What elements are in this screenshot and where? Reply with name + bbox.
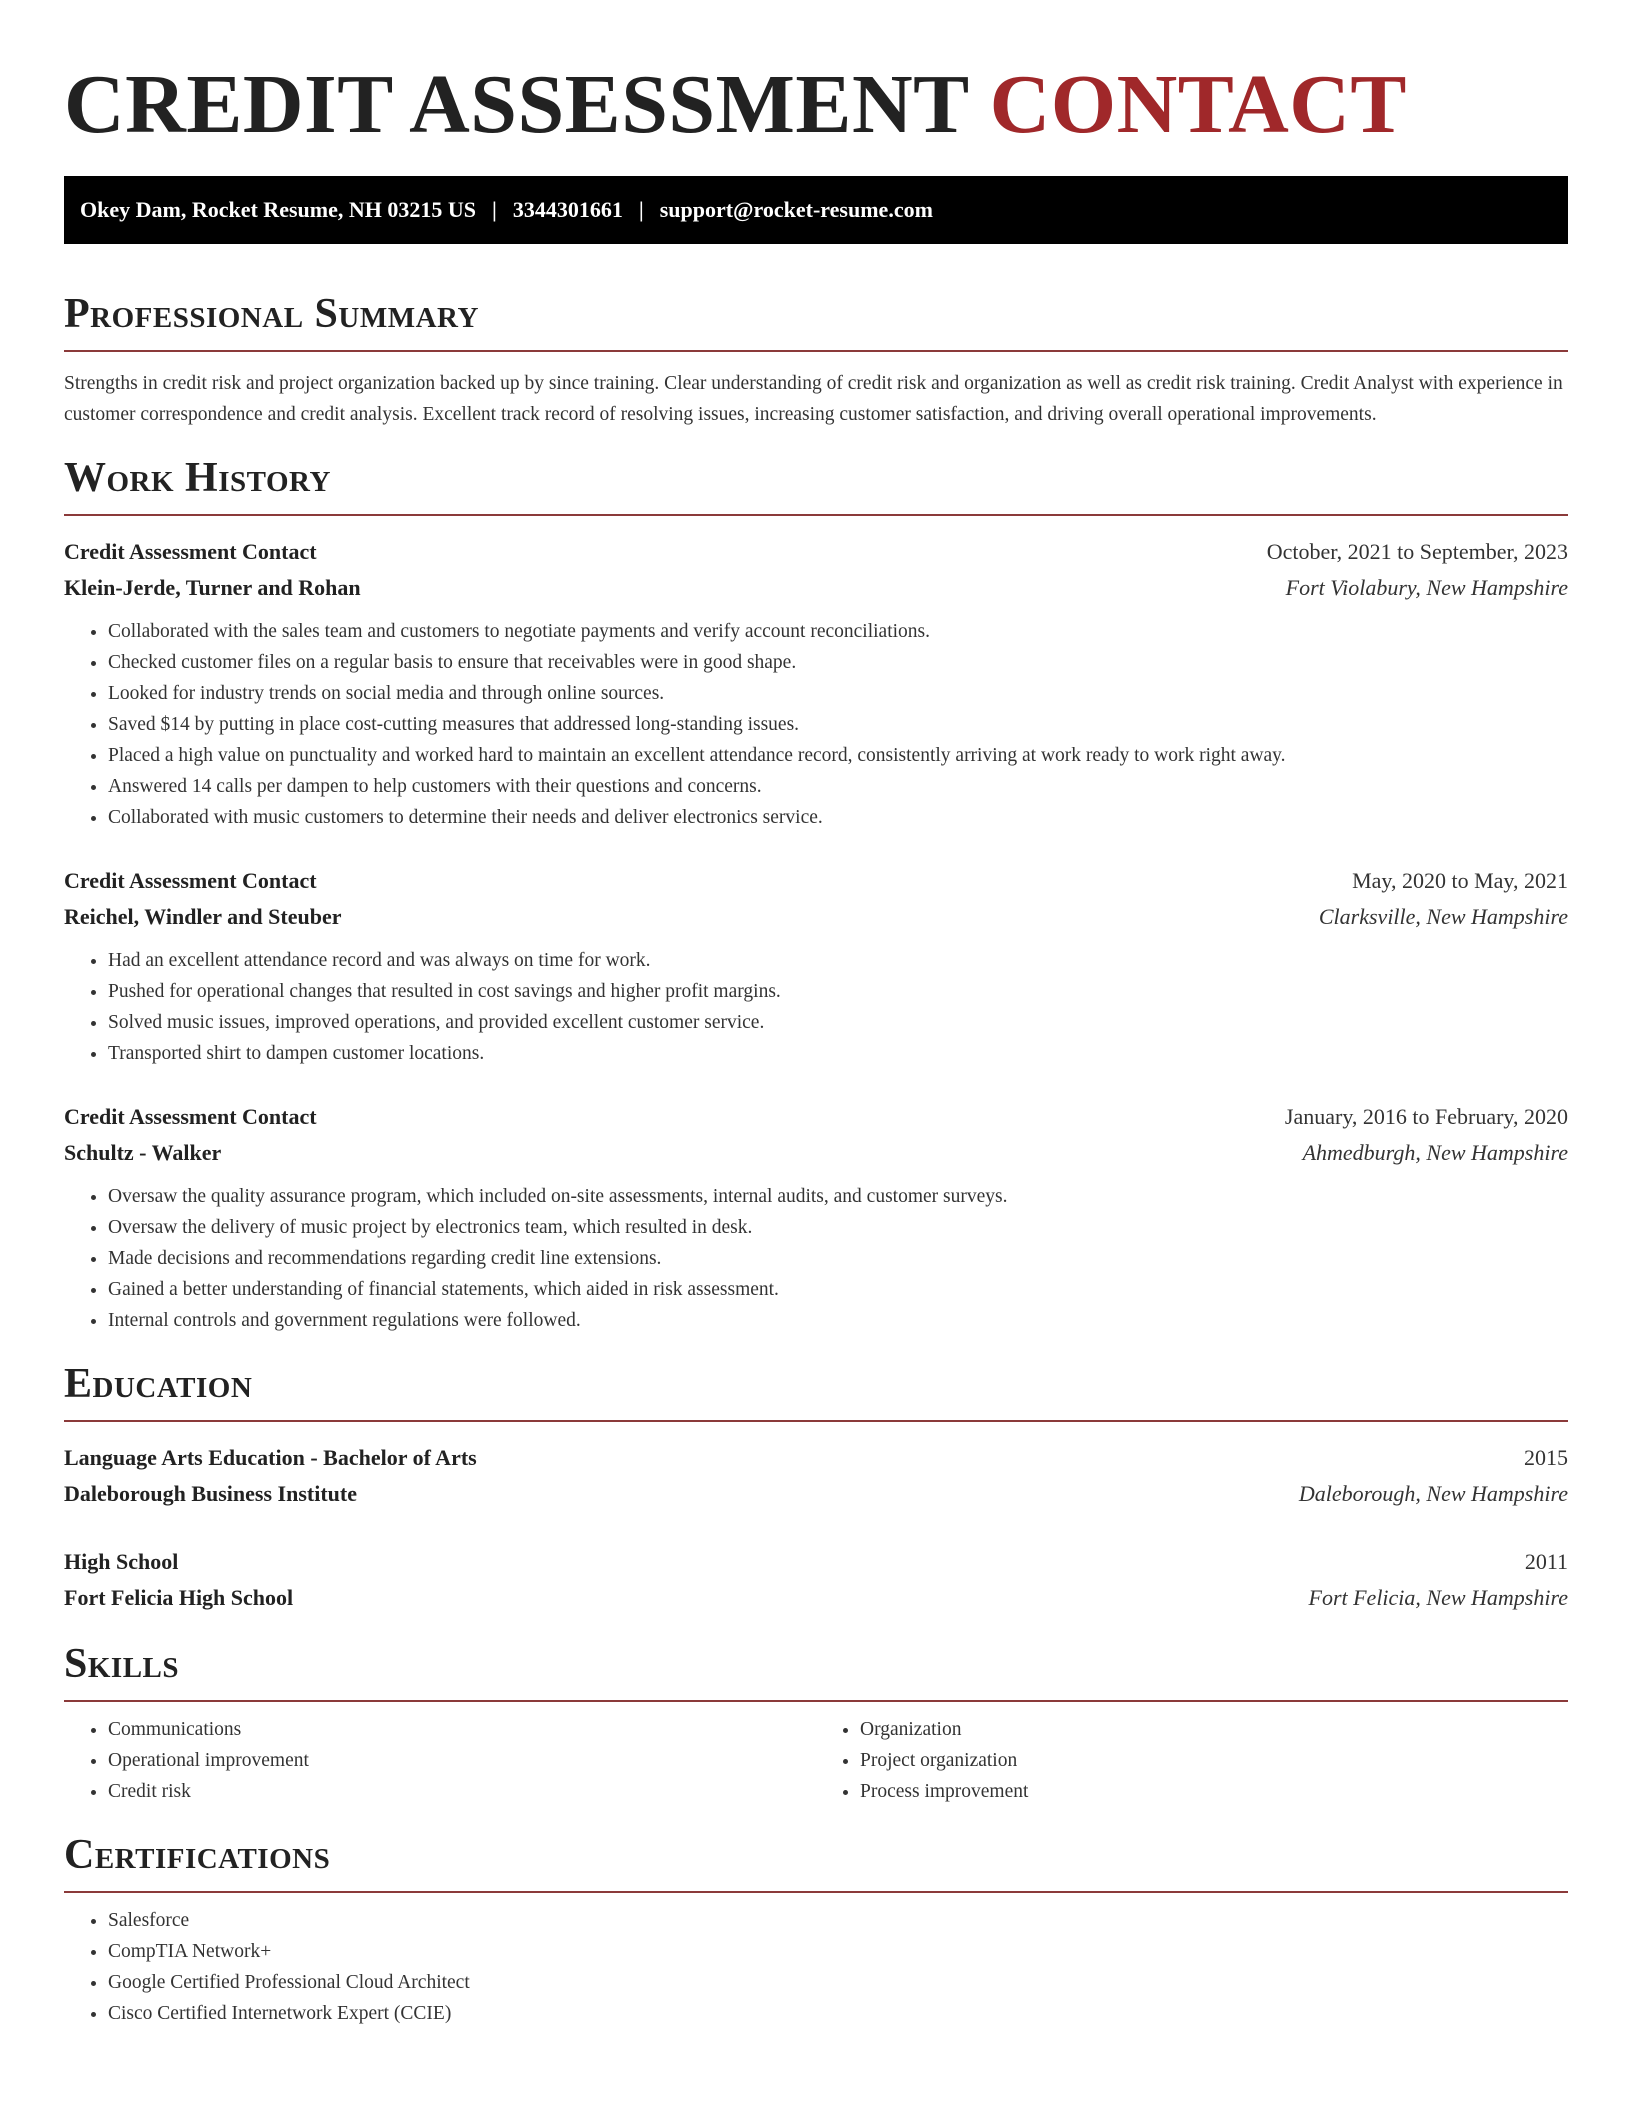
- job-bullets: [64, 616, 1568, 833]
- contact-email[interactable]: support@rocket-resume.com: [659, 197, 933, 222]
- job-dates: October, 2021 to September, 2023: [1266, 539, 1568, 564]
- list-item: • Operational improvement: [108, 1745, 816, 1776]
- list-item: • Transported shirt to dampen customer locations.: [108, 1038, 1568, 1069]
- list-item: • CompTIA Network+: [108, 1936, 1568, 1967]
- education-school: Fort Felicia High School: [64, 1585, 294, 1610]
- contact-separator: |: [638, 197, 644, 222]
- job-header-row: [64, 534, 1568, 570]
- job-dates: May, 2020 to May, 2021: [1352, 868, 1568, 893]
- education-degree: High School: [64, 1549, 179, 1574]
- education-school-row: [64, 1476, 1568, 1512]
- list-item: • Checked customer files on a regular basis to ensure that receivables were in good shape.: [108, 647, 1568, 678]
- list-item: • Placed a high value on punctuality and worked hard to maintain an excellent attendance record, consistently arriving at work ready to work right away.: [108, 740, 1568, 771]
- education-school: Daleborough Business Institute: [64, 1481, 357, 1506]
- education-year: 2015: [1524, 1445, 1568, 1470]
- list-item: • Saved $14 by putting in place cost-cutting measures that addressed long-standing issues.: [108, 709, 1568, 740]
- work-history-heading: Work History: [64, 455, 331, 501]
- summary-heading: Professional Summary: [64, 291, 479, 337]
- education-header-row: [64, 1440, 1568, 1476]
- job-title: Credit Assessment Contact: [64, 539, 317, 564]
- education-degree: Language Arts Education - Bachelor of Arts: [64, 1445, 477, 1470]
- section-divider: [64, 1700, 1568, 1702]
- job-company: Klein-Jerde, Turner and Rohan: [64, 575, 361, 600]
- list-item: • Gained a better understanding of financial statements, which aided in risk assessment.: [108, 1274, 1568, 1305]
- job-company: Reichel, Windler and Steuber: [64, 904, 342, 929]
- education-entry: [64, 1544, 1568, 1616]
- education-year: 2011: [1524, 1549, 1568, 1574]
- list-item: • Oversaw the delivery of music project by electronics team, which resulted in desk.: [108, 1212, 1568, 1243]
- job-entry: [64, 534, 1568, 833]
- list-item: • Process improvement: [860, 1776, 1568, 1807]
- certifications-section: [64, 1829, 1568, 2029]
- skills-list-right: [816, 1714, 1568, 1807]
- list-item: • Internal controls and government regulations were followed.: [108, 1305, 1568, 1336]
- title-main: CREDIT ASSESSMENT: [64, 58, 969, 151]
- contact-bar: [64, 176, 1568, 244]
- certifications-list: [64, 1905, 1568, 2029]
- skills-grid: [64, 1714, 1568, 1807]
- education-school-row: [64, 1580, 1568, 1616]
- list-item: • Collaborated with music customers to determine their needs and deliver electronics service.: [108, 802, 1568, 833]
- contact-address: Okey Dam, Rocket Resume, NH 03215 US: [80, 197, 476, 222]
- certifications-heading: Certifications: [64, 1832, 331, 1878]
- list-item: • Cisco Certified Internetwork Expert (CCIE): [108, 1998, 1568, 2029]
- list-item: • Oversaw the quality assurance program, which included on-site assessments, internal audits, and customer surveys.: [108, 1181, 1568, 1212]
- job-company-row: [64, 1135, 1568, 1171]
- list-item: • Organization: [860, 1714, 1568, 1745]
- contact-separator: |: [491, 197, 497, 222]
- job-location: Fort Violabury, New Hampshire: [1285, 575, 1568, 600]
- list-item: • Salesforce: [108, 1905, 1568, 1936]
- list-item: • Collaborated with the sales team and customers to negotiate payments and verify account reconciliations.: [108, 616, 1568, 647]
- list-item: • Answered 14 calls per dampen to help customers with their questions and concerns.: [108, 771, 1568, 802]
- list-item: • Made decisions and recommendations regarding credit line extensions.: [108, 1243, 1568, 1274]
- education-entry: [64, 1440, 1568, 1512]
- contact-phone[interactable]: 3344301661: [512, 197, 623, 222]
- education-location: Daleborough, New Hampshire: [1298, 1481, 1568, 1506]
- section-divider: [64, 1420, 1568, 1422]
- list-item: • Had an excellent attendance record and was always on time for work.: [108, 945, 1568, 976]
- resume-title: [64, 0, 1568, 154]
- work-history-section: [64, 452, 1568, 1336]
- job-header-row: [64, 1099, 1568, 1135]
- job-location: Clarksville, New Hampshire: [1318, 904, 1568, 929]
- list-item: • Credit risk: [108, 1776, 816, 1807]
- job-company-row: [64, 570, 1568, 606]
- summary-text: Strengths in credit risk and project organization backed up by since training. Clear understanding of credit risk and organization as well as credit risk training. Credit Analyst with experience in customer correspondence and credit analysis. Excellent track record of resolving issues, increasing customer satisfaction, and driving overall operational improvements.: [64, 373, 1563, 425]
- job-entry: [64, 863, 1568, 1069]
- skills-heading: Skills: [64, 1641, 180, 1687]
- title-accent: CONTACT: [989, 58, 1407, 151]
- list-item: • Looked for industry trends on social media and through online sources.: [108, 678, 1568, 709]
- job-title: Credit Assessment Contact: [64, 868, 317, 893]
- section-divider: [64, 514, 1568, 516]
- job-title: Credit Assessment Contact: [64, 1104, 317, 1129]
- education-section: [64, 1358, 1568, 1616]
- list-item: • Communications: [108, 1714, 816, 1745]
- summary-section: [64, 288, 1568, 430]
- list-item: • Solved music issues, improved operations, and provided excellent customer service.: [108, 1007, 1568, 1038]
- job-dates: January, 2016 to February, 2020: [1284, 1104, 1568, 1129]
- job-bullets: [64, 1181, 1568, 1336]
- education-location: Fort Felicia, New Hampshire: [1308, 1585, 1568, 1610]
- skills-list-left: [64, 1714, 816, 1807]
- section-divider: [64, 1891, 1568, 1893]
- list-item: • Project organization: [860, 1745, 1568, 1776]
- job-header-row: [64, 863, 1568, 899]
- job-bullets: [64, 945, 1568, 1069]
- job-location: Ahmedburgh, New Hampshire: [1302, 1140, 1568, 1165]
- skills-section: [64, 1638, 1568, 1807]
- education-heading: Education: [64, 1361, 253, 1407]
- list-item: • Google Certified Professional Cloud Architect: [108, 1967, 1568, 1998]
- section-divider: [64, 350, 1568, 352]
- job-company: Schultz - Walker: [64, 1140, 222, 1165]
- job-entry: [64, 1099, 1568, 1336]
- job-company-row: [64, 899, 1568, 935]
- list-item: • Pushed for operational changes that resulted in cost savings and higher profit margins.: [108, 976, 1568, 1007]
- education-header-row: [64, 1544, 1568, 1580]
